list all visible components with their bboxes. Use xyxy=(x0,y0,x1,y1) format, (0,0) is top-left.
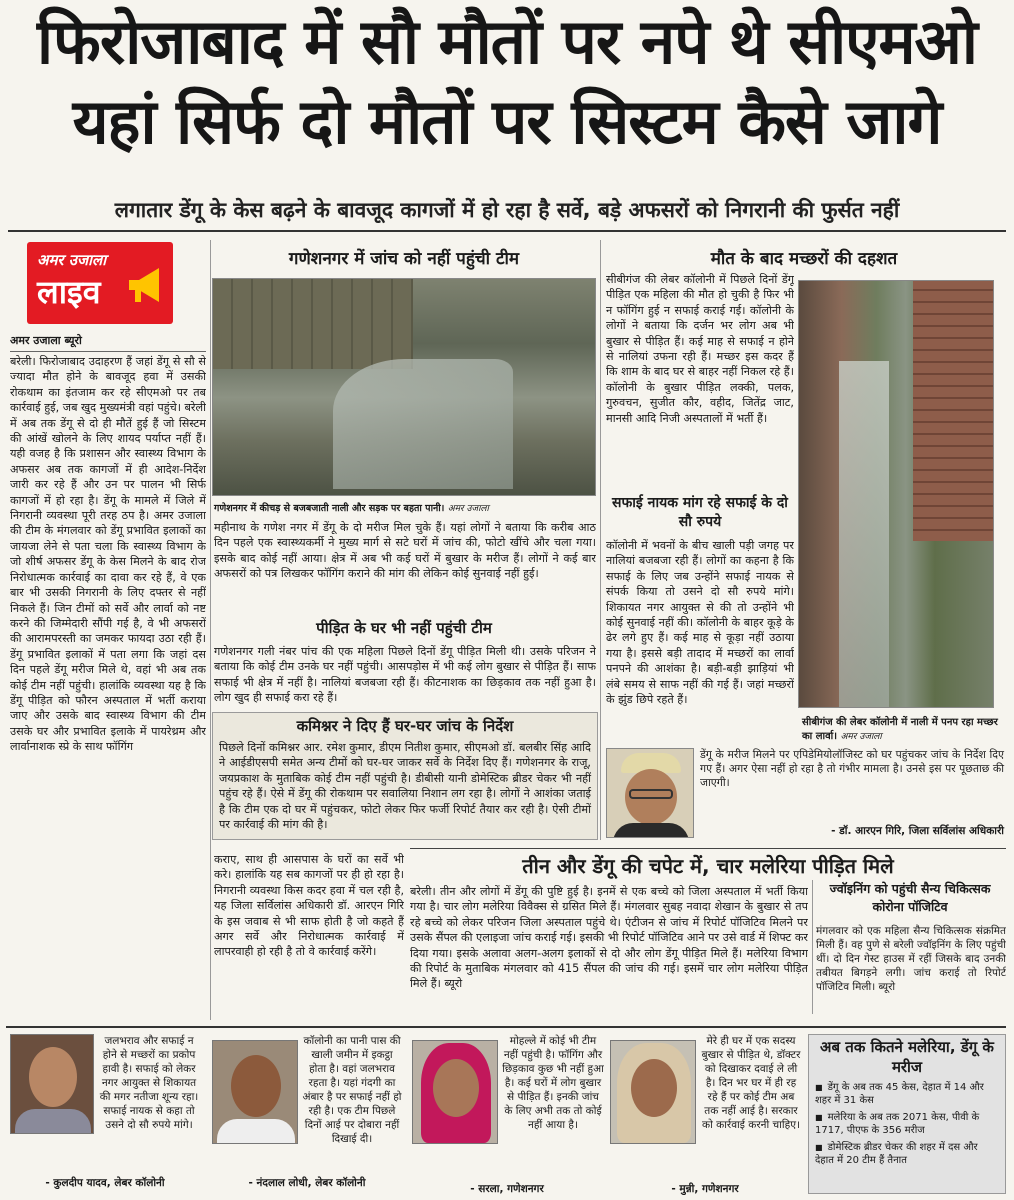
testimonial-1-face xyxy=(29,1047,77,1107)
jwining-article: मंगलवार को एक महिला सैन्य चिकित्सक संक्रमित मिली हैं। वह पुणे से बरेली ज्वॉइनिंग के लिए पहुंची थीं। दो दिन गेस्ट हाउस में रहीं जिसके बाद उनकी तबीयत बिगड़ने लगी। जांच कराई तो रिपोर्ट पॉजिटिव मिली। ब्यूरो xyxy=(816,925,1006,993)
stats-box xyxy=(808,1034,1006,1194)
logo-bottom-text: लाइव xyxy=(37,273,101,311)
stats-item: ■ मलेरिया के अब तक 2071 केस, पीवी के 1717, पीएफ के 356 मरीज xyxy=(809,1109,1005,1139)
ganesh-photo-credit: अमर उजाला xyxy=(447,504,489,514)
testimonial-3-text: मोहल्ले में कोई भी टीम नहीं पहुंची है। फॉगिंग और छिड़काव कुछ भी नहीं हुआ है। कई घरों में लोग बुखार से पीड़ित हैं। इनकी जांच के लिए अभी तक तो कोई नहीं आया है। xyxy=(502,1035,604,1131)
stats-item: ■ डेंगू के अब तक 45 केस, देहात में 14 और शहर में 31 केस xyxy=(809,1079,1005,1109)
ganesh-photo-caption xyxy=(214,502,598,516)
labor-photo-credit: अमर उजाला xyxy=(840,732,882,742)
commissioner-box xyxy=(212,712,598,840)
victim-article: गणेशनगर गली नंबर पांच की एक महिला पिछले दिनों डेंगू पीड़ित मिली थी। उसके परिजन ने बताया कि कोई टीम उनके घर नहीं पहुंची। आसपड़ोस में भी कई लोग बुखार से पीड़ित हैं। साफ सफाई भी क्षेत्र में नहीं है। नालियां बजबजा रही हैं। कीटनाशक का छिड़काव तक नहीं हुआ है। लोग खुद ही सफाई करा रहे हैं। xyxy=(214,645,596,705)
left-column-divider xyxy=(210,240,211,1020)
victim-heading: पीड़ित के घर भी नहीं पहुंची टीम xyxy=(316,619,492,637)
left-column-article: बरेली। फिरोजाबाद उदाहरण हैं जहां डेंगू से सौ से ज्यादा मौत होने के बावजूद हवा में उसकी रोकथाम का इंतजाम कर रहे सीएमओ पर तब कार्रवाई हुई, जब खुद मुख्यमंत्री वहां पहुंचे। बरेली में अब तक डेंगू से दो ही मौतें हुई हैं जो सिस्टम की आंखें खोलने के लिए शायद पर्याप्त नहीं हैं। यही वजह है कि प्रशासन और स्वास्थ्य विभाग के अफसर अब तक कागजों में ही आदेश-निर्देश जारी कर रहे हैं और उन पर पालन भी सिर्फ कागजों में हो रहा है। डेंगू के मामले में जिले में निगरानी व्यवस्था पूरी तरह ठप है। अमर उजाला की टीम के मंगलवार को डेंगू प्रभावित इलाकों का जायजा लेने से पता चला कि स्वास्थ्य विभाग के जो शीर्ष अफसर डेंगू के केस मिलने के बाद रोज निरोधात्मक कार्रवाई का दावा कर रहे हैं, वे एक बार भी उसकी निगरानी के लिए दफ्तर से नहीं निकले हैं। जिन टीमों को सर्वे और लार्वा को नष्ट करने की जिम्मेदारी सौंपी गई है, वे भी अफसरों की आरामपरस्ती का जमकर फायदा उठा रही हैं। डेंगू प्रभावित इलाकों में पता लगा कि जहां दस दिन पहले डेंगू मरीज मिले थे, वहां भी अब तक कोई टीम नहीं पहुंची। हालांकि व्यवस्था यह है कि डेंगू पीड़ित को फौरन अस्पताल में भर्ती कराया जाए और उसके बाद स्वास्थ्य विभाग की टीम उसके घर और प्रभावित इलाके में पायरेथ्रम और लार्वानाशक स्प्रे के साथ फॉगिंग xyxy=(10,355,206,754)
officer-shirt xyxy=(613,823,689,838)
officer-glasses xyxy=(629,789,673,799)
byline: अमर उजाला ब्यूरो xyxy=(10,333,206,352)
logo-top-text: अमर उजाला xyxy=(37,251,107,269)
ganesh-heading: गणेशनगर में जांच को नहीं पहुंची टीम xyxy=(288,249,520,269)
testimonial-2 xyxy=(208,1034,404,1194)
headline-line-2: यहां सिर्फ दो मौतों पर सिस्टम कैसे जागे xyxy=(72,85,942,158)
labor-colony-photo xyxy=(798,280,994,708)
top-divider xyxy=(8,230,1006,232)
mosquito-article: सीबीगंज की लेबर कॉलोनी में पिछले दिनों डेंगू पीड़ित एक महिला की मौत हो चुकी है फिर भी न फॉगिंग हुई न सफाई कराई गई। कॉलोनी के लोगों ने बताया कि दर्जन भर लोग अब भी बुखार से पीड़ित हैं। कई माह से सफाई न होने से नालियां उफना रही हैं। मच्छर इस कदर हैं कि शाम के बाद घर से बाहर नहीं निकल रहे हैं। कॉलोनी के बुखार पीड़ित लक्की, पलक, गुरुवचन, सुजीत कौर, वहीद, जितेंद्र जाट, मानसी आदि निजी अस्पतालों में भर्ती हैं। xyxy=(606,273,794,425)
safai-heading: सफाई नायक मांग रहे सफाई के दो सौ रुपये xyxy=(612,495,788,530)
testimonial-3 xyxy=(410,1034,606,1194)
three-dengue-article: बरेली। तीन और लोगों में डेंगू की पुष्टि हुई है। इनमें से एक बच्चे को जिला अस्पताल में भर्ती किया गया है। चार लोग मलेरिया विवैक्स से ग्रसित मिले हैं। मंगलवार सुबह नवादा शेखान के बुखार से तप रहे बच्चे को लेकर परिजन जिला अस्पताल पहुंचे थे। एंटीजन से जांच में रिपोर्ट पॉजिटिव मिलने पर उसके सैंपल की एलाइजा जांच कराई गई। इसकी भी रिपोर्ट पॉजिटिव आने पर उसे वार्ड में शिफ्ट कर दिया गया। इसके अलावा अलग-अलग इलाकों से दो और लोग डेंगू पीड़ित मिले हैं। मलेरिया विभाग की रिपोर्ट के मुताबिक मंगलवार को 415 सैंपल की जांच की गई। इसमें चार लोग मलेरिया पीड़ित मिले हैं। ब्यूरो xyxy=(410,885,808,991)
testimonial-2-shirt xyxy=(217,1119,295,1144)
bottom-rule xyxy=(6,1026,1006,1028)
testimonial-1-photo xyxy=(10,1034,94,1134)
commissioner-article: पिछले दिनों कमिश्नर आर. रमेश कुमार, डीएम नितीश कुमार, सीएमओ डॉ. बलबीर सिंह आदि ने आईडीएसपी समेत अन्य टीमों को घर-घर जाकर सर्वे के निर्देश दिए हैं। गणेशनगर के राजू, जयप्रकाश के मुताबिक कोई टीम नहीं पहुंची है। डीबीसी यानी डोमेस्टिक ब्रीडर चेकर भी नहीं पहुंच रहे हैं। ऐसे में डेंगू की रोकथाम पर सवालिया निशान लग रहा है। लोगों ने आशंका जताई है कि टीम एक दो घर में पहुंचकर, फोटो लेकर फिर फर्जी रिपोर्ट तैयार कर रही है। ऐसी टीमों पर कार्रवाई की मांग की है। xyxy=(219,741,591,832)
testimonial-4 xyxy=(608,1034,804,1194)
testimonial-3-face xyxy=(433,1059,479,1117)
mosquito-heading: मौत के बाद मच्छरों की दहशत xyxy=(710,249,898,269)
commissioner-heading: कमिश्नर ने दिए हैं घर-घर जांच के निर्देश xyxy=(296,717,514,735)
testimonial-4-face xyxy=(631,1059,677,1117)
jwining-divider xyxy=(812,880,813,1014)
headline-line-1: फिरोजाबाद में सौ मौतों पर नपे थे सीएमओ xyxy=(37,5,977,78)
labor-caption-text: सीबीगंज की लेबर कॉलोनी में नाली में पनप रहा मच्छर का लार्वा। xyxy=(802,717,998,742)
testimonial-1 xyxy=(6,1034,202,1194)
jwining-heading: ज्वॉइनिंग को पहुंची सैन्य चिकित्सक कोरोना पॉजिटिव xyxy=(829,881,991,914)
officer-quote-text: डेंगू के मरीज मिलने पर एपिडेमियोलॉजिस्ट को घर पहुंचकर जांच के निर्देश दिए गए हैं। अगर ऐसा नहीं हो रहा है तो गंभीर मामला है। उनसे इस पर पूछताछ की जाएगी। xyxy=(700,748,1004,789)
lower-rule xyxy=(410,848,1006,849)
testimonial-3-name: - सरला, गणेशनगर xyxy=(470,1183,544,1195)
subheadline: लगातार डेंगू के केस बढ़ने के बावजूद कागजों में हो रहा है सर्वे, बड़े अफसरों को निगरानी की फुर्सत नहीं xyxy=(114,198,900,222)
labor-colony-photo-caption xyxy=(802,716,998,744)
testimonial-2-photo xyxy=(212,1040,298,1144)
testimonial-2-face xyxy=(231,1055,281,1117)
testimonial-4-text: मेरे ही घर में एक सदस्य बुखार से पीड़ित थे, डॉक्टर को दिखाकर दवाई ले ली है। दिन भर घर में ही रह रहे हैं पर कोई टीम अब तक नहीं आई है। सरकार को कार्रवाई करनी चाहिए। xyxy=(701,1035,801,1131)
testimonial-1-name: - कुलदीप यादव, लेबर कॉलोनी xyxy=(45,1177,165,1189)
amar-ujala-live-logo xyxy=(27,242,173,324)
testimonial-1-shirt xyxy=(15,1109,91,1134)
megaphone-icon xyxy=(125,264,167,308)
testimonial-2-name: - नंदलाल लोधी, लेबर कॉलोनी xyxy=(248,1177,366,1189)
photo-drain xyxy=(839,361,889,708)
testimonial-2-text: कॉलोनी का पानी पास की खाली जमीन में इकट्ठा होता है। वहां जलभराव रहता है। यहां गंदगी का अंबार है पर सफाई नहीं हो रही है। एक टीम पिछले दिनों आई पर दोबारा नहीं दिखाई दी। xyxy=(302,1035,402,1145)
ganesh-nala-photo xyxy=(212,278,596,496)
testimonial-4-name: - मुन्नी, गणेशनगर xyxy=(671,1183,739,1195)
photo-brick-wall xyxy=(913,281,993,541)
stats-item: ■ डोमेस्टिक ब्रीडर चेकर की शहर में दस और देहात में 20 टीम हैं तैनात xyxy=(809,1139,1005,1169)
ganesh-caption-text: गणेशनगर में कीचड़ से बजबजाती नाली और सड़क पर बहता पानी। xyxy=(214,503,445,514)
photo-water xyxy=(333,359,513,489)
testimonial-3-photo xyxy=(412,1040,498,1144)
stats-heading: अब तक कितने मलेरिया, डेंगू के मरीज xyxy=(820,1038,994,1076)
photo-wall xyxy=(213,279,413,369)
three-dengue-heading: तीन और डेंगू की चपेट में, चार मलेरिया पीड़ित मिले xyxy=(522,854,894,878)
right-divider xyxy=(600,240,601,840)
middle-continuation: कराए, साथ ही आसपास के घरों का सर्वे भी करे। हालांकि यह सब कागजों पर ही हो रहा है। निगरानी व्यवस्था किस कदर हवा में चल रही है, यह जिला सर्विलांस अधिकारी डॉ. आरएन गिरि के इस जवाब से भी साफ होती है जो कहते हैं अगर सर्वे और निरोधात्मक कार्रवाई में लापरवाही हो रही है तो वे कार्रवाई करेंगे। xyxy=(214,853,404,959)
testimonial-1-text: जलभराव और सफाई न होने से मच्छरों का प्रकोप हावी है। सफाई को लेकर नगर आयुक्त से शिकायत की मगर नतीजा शून्य रहा। सफाई नायक से कहा तो उसने दो सौ रुपये मांगे। xyxy=(99,1035,199,1131)
officer-attribution: - डॉ. आरएन गिरि, जिला सर्विलांस अधिकारी xyxy=(831,825,1004,837)
ganesh-article: महीनाथ के गणेश नगर में डेंगू के दो मरीज मिल चुके हैं। यहां लोगों ने बताया कि करीब आठ दिन पहले एक स्वास्थ्यकर्मी ने मुख्य मार्ग से सटे घरों में जांच की, फोटो खींचे और चला गया। इसके बाद कोई नहीं आया। क्षेत्र में अब भी कई घरों में बुखार के मरीज हैं। लोगों ने कई बार अफसरों को पत्र लिखकर फॉगिंग कराने की मांग की लेकिन कोई सुनवाई नहीं हुई। xyxy=(214,521,596,581)
safai-article: कॉलोनी में भवनों के बीच खाली पड़ी जगह पर नालियां बजबजा रही हैं। लोगों का कहना है कि सफाई के लिए जब उन्होंने सफाई नायक से संपर्क किया तो उसने दो सौ रुपये मांगे। शिकायत नगर आयुक्त से की तो उन्होंने भी कोई सुनवाई नहीं की। कॉलोनी के बाहर कूड़े के ढेर लगे हुए हैं। कई माह से कूड़ा नहीं उठाया गया है। इससे बड़ी तादाद में मच्छरों का लार्वा पनपने की आशंका है। बड़ी-बड़ी झाड़ियां भी लंबे समय से साफ नहीं की गई हैं। जहां मच्छरों के झुंड छिपे रहते हैं। xyxy=(606,539,794,707)
officer-portrait xyxy=(606,748,694,838)
testimonial-4-photo xyxy=(610,1040,696,1144)
